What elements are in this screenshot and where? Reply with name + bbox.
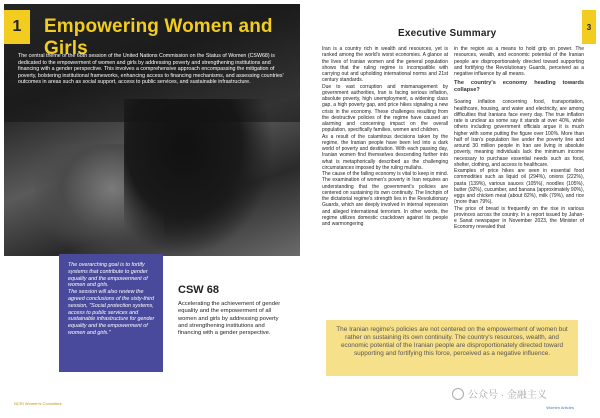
watermark-text: 公众号 · 金融主义 [468,390,547,401]
wechat-icon [452,388,464,400]
col1-paragraph-2: Due to vast corruption and mismanagement by government authorities, Iran is facing serious inflation, absolute poverty, high unemployment, a widening class gap, a high poverty gap, and price hikes signaling a new crisis in the economy. These challenges resulting from the destructive policies of the regime have caused an alarming and concerning impact on the overall population, specifically families, women and children. [322,83,448,134]
footer-left: NCRI Women's Committee [14,401,62,406]
col2-paragraph-2: Examples of price hikes are seen in essential food commodities such as liquid oil (294%), onions (222%), pasta (139%), various sauces (105%), noodles (105%), butter (92%), cucumber, and banana (approximately 90%), eggs and chicken meat (about 82%), milk (79%), and rice (more than 79%). [454,168,584,206]
page-number-right: 3 [582,10,596,44]
callout-paragraph-1: The overarching goal is to fortify systems that contribute to gender equality and the empowerment of women and girls. [68,262,148,289]
col1-paragraph-4: The cause of the failing economy is vital to keep in mind. The examination of women's poverty in Iran requires an understanding that the government's policies are centered on sustaining its own continuity. The linchpin of the dictatorial regime's strength lies in the Revolutionary Guards, which are deeply involved in internal repression and alleged international terrorism. In other words, the regime utilizes domestic crackdown against its people and warmongering [322,171,448,227]
right-page [306,4,596,414]
col1-paragraph-3: As a result of the calamitous decisions taken by the regime, the Iranian people have been led into a dark world of poverty and destitution. With each passing day, Iranian women find themselves descending further into what is metaphorically described as the challenging circumstances imposed by the ruling mullahs. [322,133,448,171]
intro-paragraph: The central theme of the 68th session of the United Nations Commission on the Status of Women (CSW68) is dedicated to the empowerment of women and girls by addressing poverty and strengthening institutions and financing with a gender perspective. This involves a comprehensive approach encompassing the mitigation of poverty, bolstering institutional frameworks, enhancing access to financing mechanisms, and assessing countries' outcomes in areas such as social support, access to public services, and sustainable infrastructure. [18,53,284,85]
col2-paragraph-1: Soaring inflation concerning food, transportation, healthcare, housing, and water and electricity, are among difficulties that Iranians face every day. The true inflation rate is unclear as some say it stands at over 40%, while others including government officials argue it is much higher with some putting the figure over 100%. More than half of Iran's population live under the poverty line and around 30 million people in Iran are living in absolute poverty, meaning individuals lack the minimum income necessary to purchase essential needs such as food, shelter, clothing, and access to healthcare. [454,99,584,168]
callout-paragraph-2: The session will also review the agreed conclusions of the sixty-third session, "Social protection systems, access to public services and sustainable infrastructure for gender equality and the empowerment of women and girls." [68,289,155,336]
col2-paragraph-3: The price of bread is frequently on the rise in various provinces across the country. In a report issued by Jahan-e Sanat newspaper in November 2023, the Minister of Economy revealed that [454,205,584,231]
watermark [452,386,547,401]
text-column-1 [322,46,448,227]
pull-quote-text: The Iranian regime's policies are not centered on the empowerment of women but rather on sustaining its own continuity. The country's resources, wealth, and economic potential of the Iranian people are disproportionately directed toward supporting and fortifying this force, perceived as a negative influence. [336,326,568,358]
photo-woman-figure [124,99,274,256]
footer-right: Women Articles [546,405,574,410]
text-column-2 [454,46,584,231]
page-number-left: 1 [4,10,30,44]
section-subheading: The country's economy heading towards collapse? [454,80,584,94]
col1-paragraph-1: Iran is a country rich in wealth and resources, yet is ranked among the world's worst economies. A glance at the lives of Iranian women and the general population shows that the ruling regime is incompatible with carrying out and upholding international norms and 21st century standards. [322,46,448,84]
col2-intro-paragraph: in the region as a means to hold grip on power. The resources, wealth, and economic potential of the Iranian people are disproportionately directed toward supporting and fortifying the Revolutionary Guards, perceived as a negative influence by all means. [454,46,584,77]
page-title-right: Executive Summary [398,28,497,39]
page-title-left: Empowering Women and Girls [44,16,273,59]
csw-paragraph: Accelerating the achievement of gender equality and the empowerment of all women and girls by addressing poverty and strengthening institutions and financing with a gender perspective. [178,301,281,337]
callout-box [59,254,163,372]
left-page [4,4,300,414]
pull-quote-box [326,320,578,376]
csw-heading: CSW 68 [178,284,219,296]
